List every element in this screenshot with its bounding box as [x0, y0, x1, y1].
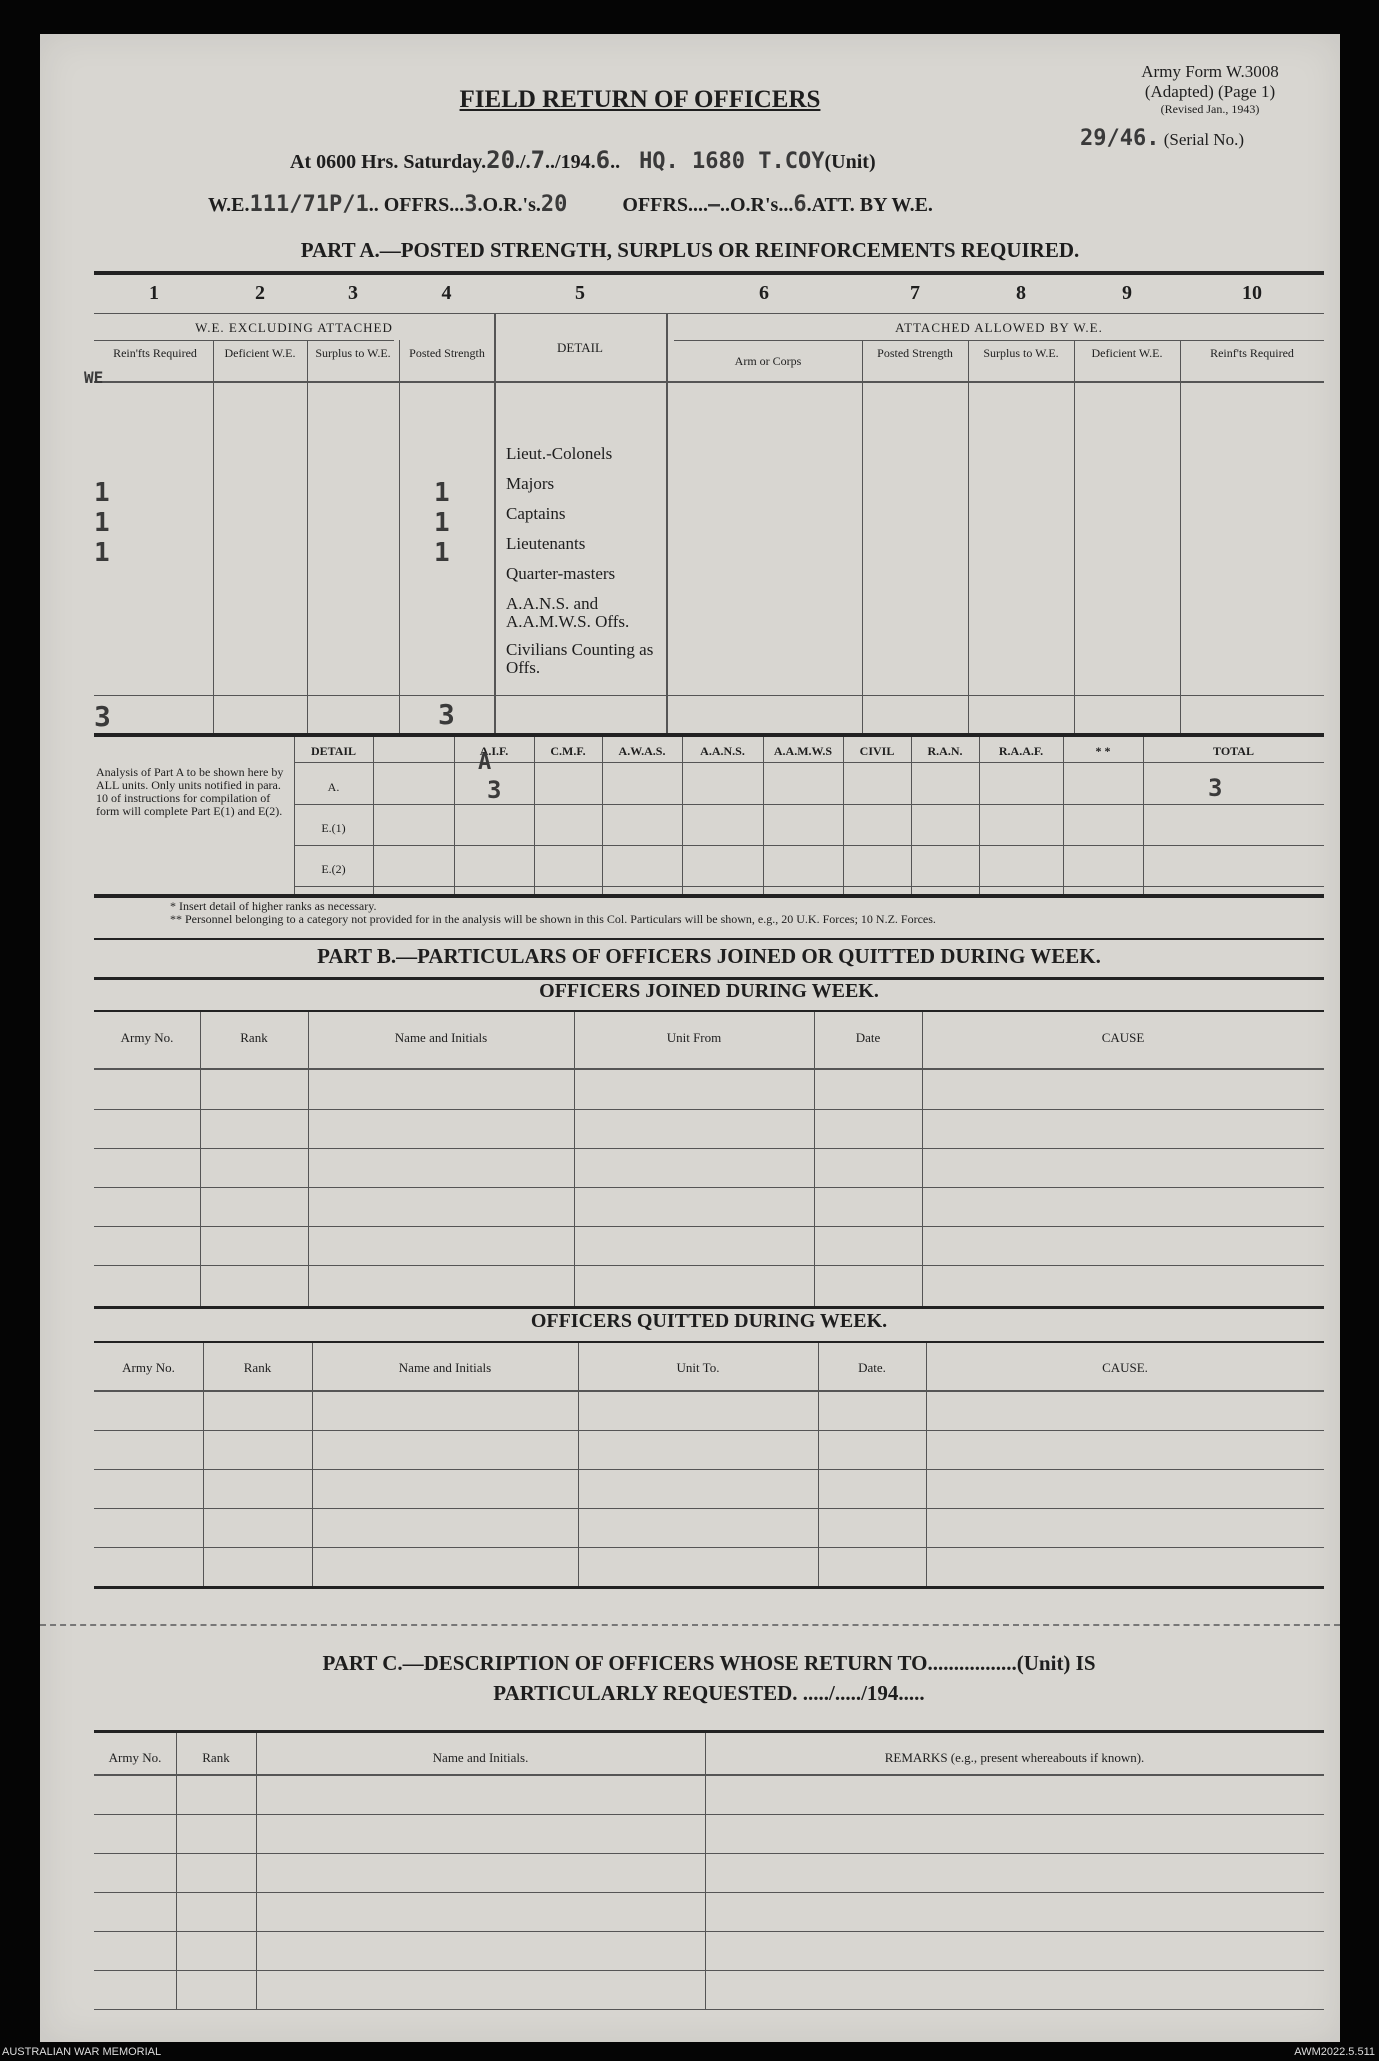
form-id	[1090, 62, 1330, 117]
col-header-deficient: Deficient W.E.	[224, 346, 296, 360]
rank-majors: Majors	[506, 474, 555, 493]
part-c-header-rank: Rank	[202, 1750, 230, 1765]
col-header-surplus-att: Surplus to W.E.	[983, 346, 1059, 360]
posted-total: 3	[438, 698, 455, 731]
part-b-title: PART B.—PARTICULARS OF OFFICERS JOINED OR QUITTED DURING WEEK.	[317, 944, 1101, 968]
col-number-5: 5	[575, 282, 585, 304]
joined-header-rank: Rank	[240, 1030, 268, 1045]
ors-label: O.R.'s	[482, 194, 536, 216]
col-header-posted: Posted Strength	[409, 346, 485, 360]
joined-header-cause: CAUSE	[1101, 1030, 1145, 1045]
analysis-header-civil: CIVIL	[859, 744, 895, 758]
joined-header-unit-from: Unit From	[666, 1030, 722, 1045]
we-value: 111/71P/1	[249, 192, 369, 217]
footnote-2: ** Personnel belonging to a category not provided for in the analysis will be shown in this Col. Particulars will be shown, e.g., 20 U.K. Forces; 10 N.Z. Forces.	[170, 912, 936, 926]
analysis-note: Analysis of Part A to be shown here by ALL units. Only units notified in para. 10 of instructions for compilation of form will complete Part E(1) and E(2).	[96, 765, 284, 818]
part-c-title	[94, 1648, 1324, 1708]
analysis-row-a: A.	[327, 780, 340, 794]
rank-aans: A.A.N.S. and A.A.M.W.S. Offs.	[506, 594, 630, 631]
rein-value-captains: 1	[94, 508, 110, 538]
date-day: 20	[486, 146, 516, 174]
group-header-left: W.E. EXCLUDING ATTACHED	[195, 320, 393, 335]
analysis-header-awas: A.W.A.S.	[618, 744, 666, 758]
analysis-header-aans: A.A.N.S.	[700, 744, 745, 758]
aif-mark: A	[478, 750, 492, 775]
analysis-header-other: * *	[1095, 744, 1111, 758]
col-number-7: 7	[910, 282, 920, 304]
we-label: W.E.	[208, 194, 250, 216]
analysis-row-e2: E.(2)	[321, 862, 346, 876]
footnote-1: * Insert detail of higher ranks as necessary.	[170, 899, 377, 913]
offrs-label: OFFRS.	[383, 194, 455, 216]
col-header-deficient-att: Deficient W.E.	[1091, 346, 1163, 360]
form-id-line1: Army Form W.3008	[1141, 62, 1279, 81]
rein-values	[94, 478, 110, 568]
posted-value-lieutenants: 1	[434, 538, 450, 568]
joined-header-date: Date	[855, 1030, 881, 1045]
joined-header-army-no: Army No.	[120, 1030, 174, 1045]
quitted-header-date: Date.	[858, 1360, 886, 1375]
rank-civilians: Civilians Counting as Offs.	[506, 640, 654, 677]
offrs2-label: OFFRS.	[622, 194, 693, 216]
analysis-header-aamws: A.A.M.W.S	[773, 744, 833, 758]
col-number-6: 6	[759, 282, 769, 304]
col-header-detail: DETAIL	[557, 340, 603, 355]
analysis-header-raaf: R.A.A.F.	[998, 744, 1044, 758]
att-label: ATT. BY W.E.	[811, 194, 933, 216]
posted-value-captains: 1	[434, 508, 450, 538]
we-line: W.E.111/71P/1.. OFFRS...3.O.R.'s.20 OFFRS....–..O.R's...6.ATT. BY W.E.	[208, 192, 933, 217]
form-id-line2: (Adapted) (Page 1)	[1144, 82, 1276, 101]
ors2-value: 6	[793, 192, 807, 217]
group-header-right: ATTACHED ALLOWED BY W.E.	[895, 320, 1103, 335]
serial-value: 29/46.	[1080, 126, 1160, 151]
footer-right-caption: AWM2022.5.511	[1294, 2046, 1375, 2058]
analysis-header-cmf: C.M.F.	[550, 744, 586, 758]
col-header-reinfts: Rein'fts Required	[113, 346, 197, 360]
perforation-line	[40, 1624, 1340, 1626]
col-header-posted-att: Posted Strength	[877, 346, 953, 360]
quitted-title: OFFICERS QUITTED DURING WEEK.	[530, 1310, 888, 1332]
rein-value-majors: 1	[94, 478, 110, 508]
at-label: At 0600 Hrs. Saturday	[290, 151, 482, 173]
col-number-9: 9	[1122, 282, 1132, 304]
rank-list	[506, 439, 666, 677]
unit-value: HQ. 1680 T.COY	[639, 149, 825, 174]
rein-value-lieutenants: 1	[94, 538, 110, 568]
unit-label: (Unit)	[824, 151, 876, 173]
analysis-header-ran: R.A.N.	[927, 744, 963, 758]
col-header-reinfts-att: Reinf'ts Required	[1210, 346, 1294, 360]
quitted-header-name: Name and Initials	[398, 1360, 492, 1375]
offrs-value: 3	[464, 192, 478, 217]
aif-value: 3	[487, 776, 502, 804]
part-a-top-rule	[94, 271, 1324, 275]
form-id-line3: (Revised Jan., 1943)	[1160, 102, 1260, 116]
ors-value: 20	[540, 192, 568, 217]
quitted-header-rank: Rank	[243, 1360, 272, 1375]
rank-quarter-masters: Quarter-masters	[506, 564, 616, 583]
col-number-8: 8	[1016, 282, 1026, 304]
part-c-header-name: Name and Initials.	[432, 1750, 529, 1765]
total-value: 3	[1208, 774, 1223, 802]
part-c-header-army-no: Army No.	[108, 1750, 162, 1765]
serial-label: (Serial No.)	[1163, 130, 1244, 149]
col-number-4: 4	[441, 282, 452, 304]
joined-header-name: Name and Initials	[394, 1030, 488, 1045]
offrs2-value: –	[707, 192, 720, 216]
footnotes	[170, 900, 1330, 926]
col-header-arm-corps: Arm or Corps	[734, 354, 802, 368]
rank-lieutenants: Lieutenants	[506, 534, 586, 553]
form-page	[40, 34, 1340, 2042]
analysis-header-aif: A.I.F.	[479, 744, 509, 758]
quitted-header-unit-to: Unit To.	[676, 1360, 720, 1375]
date-line: At 0600 Hrs. Saturday.20./.7../194.6.. HQ. 1680 T.COY(Unit)	[290, 146, 876, 174]
analysis-header-detail: DETAIL	[310, 744, 357, 758]
year-prefix: /194	[555, 151, 591, 173]
margin-note: WE	[84, 368, 104, 387]
rein-total: 3	[94, 700, 111, 733]
posted-values	[434, 478, 450, 568]
posted-value-majors: 1	[434, 478, 450, 508]
quitted-header-cause: CAUSE.	[1102, 1360, 1148, 1375]
col-header-surplus: Surplus to W.E.	[315, 346, 391, 360]
year-digit: 6	[595, 146, 611, 174]
page-title: FIELD RETURN OF OFFICERS	[459, 86, 821, 113]
ors2-label: O.R's.	[730, 194, 784, 216]
analysis-row-e1: E.(1)	[321, 821, 346, 835]
footer-left-caption: AUSTRALIAN WAR MEMORIAL	[2, 2046, 162, 2058]
joined-title: OFFICERS JOINED DURING WEEK.	[539, 980, 879, 1002]
col-number-3: 3	[348, 282, 358, 304]
col-number-2: 2	[255, 282, 265, 304]
rank-captains: Captains	[506, 504, 566, 523]
analysis-header-total: TOTAL	[1213, 744, 1254, 758]
quitted-header-army-no: Army No.	[122, 1360, 175, 1375]
col-number-10: 10	[1242, 282, 1262, 304]
serial-no	[1080, 126, 1244, 151]
part-c-header-remarks: REMARKS (e.g., present whereabouts if known).	[884, 1750, 1145, 1765]
part-c-title-line1: PART C.—DESCRIPTION OF OFFICERS WHOSE RETURN TO.................(Unit) IS	[322, 1651, 1096, 1675]
rank-lieut-colonels: Lieut.-Colonels	[506, 444, 613, 463]
part-a-title: PART A.—POSTED STRENGTH, SURPLUS OR REINFORCEMENTS REQUIRED.	[300, 238, 1080, 262]
part-c-title-line2: PARTICULARLY REQUESTED. ...../...../194.....	[493, 1681, 925, 1705]
date-month: 7	[530, 146, 546, 174]
col-number-1: 1	[149, 282, 159, 304]
